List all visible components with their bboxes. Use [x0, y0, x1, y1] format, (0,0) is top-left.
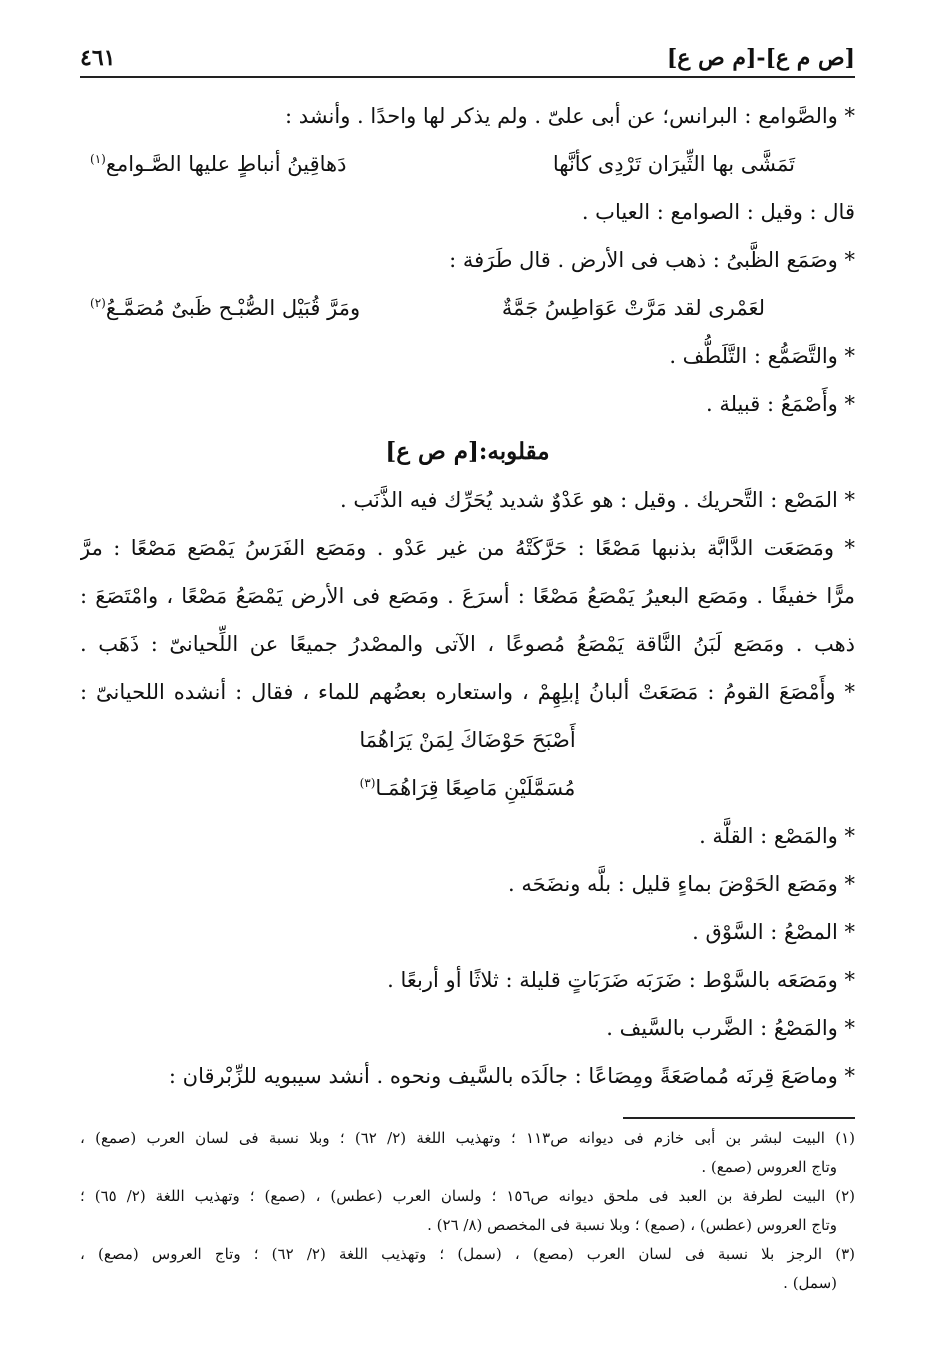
text-line: قال : وقيل : الصوامع : العياب . [581, 200, 855, 224]
page-header [80, 40, 855, 78]
verse-hemistich: ومَرَّ قُبَيْل الصُّبْـح ظَبىٌ مُصَمَّـعُ$^{(٢)}$ [90, 296, 361, 320]
footnotes [80, 1124, 855, 1298]
text-line: ذهب . ومَصَع لَبَنُ النَّاقة يَمْصَعُ مُصوعًا ، الآتى والمصْدرُ جميعًا عن اللِّحيانىّ : ذَهَب . [80, 632, 855, 656]
section-heading: مقلوبه:[م ص ع] [385, 438, 550, 465]
footnote-divider [623, 1117, 855, 1119]
text-line: * وصَمَع الظَّبىُ : ذهب فى الأرض . قال طَرَفة : [449, 248, 855, 272]
verse-hemistich: دَهاقِينُ أنباطٍ عليها الصَّـوامع$^{(١)}$ [90, 152, 347, 176]
footnote-line: (١) البيت لبشر بن أبى خازم فى ديوانه ص١١٣ ؛ وتهذيب اللغة (٢/ ٦٢) ؛ وبلا نسبة فى لسان العرب (صمع) ، [80, 1129, 855, 1147]
main-text [80, 92, 855, 1100]
text-line: * وأَمْصَعَ القومُ : مَصَعَتْ ألبانُ إبلِهِمْ ، واستعاره بعضُهم للماء ، فقال : أنشده اللحيانىّ : [80, 680, 855, 704]
rajaz-line: أَصْبَحَ حَوْضَاكَ لِمَنْ يَرَاهُمَا [359, 728, 576, 752]
text-line: * ومَصَعَه بالسَّوْط : ضَرَبَه ضَرَبَاتٍ قليلة : ثلاثًا أو أربعًا . [387, 968, 855, 992]
text-line: * ومَصَع الحَوْضَ بماءٍ قليل : بلَّه ونضَحَه . [507, 872, 855, 896]
text-line: * المَصْع : التَّحريك . وقيل : هو عَدْوٌ شديد يُحَرِّك فيه الذَّنَب . [340, 488, 855, 512]
verse-line [80, 284, 855, 332]
text-line: * وماصَعَ قِرنَه مُماصَعَةً ومِصَاعًا : جالَدَه بالسَّيف ونحوه . أنشد سيبويه للزِّبْرقان : [168, 1064, 855, 1088]
text-line: * والتَّصَمُّع : التَّلَطُّف . [669, 344, 855, 368]
text-line: * المصْعُ : السَّوْق . [692, 920, 855, 944]
verse-hemistich: لعَمْرى لقد مَرَّتْ عَوَاطِسُ جَمَّةٌ [501, 296, 765, 320]
text-line: * ومَصَعَت الدَّابَّة بذنبها مَصْعًا : حَرَّكَتْهُ من غير عَدْو . ومَصَع الفَرَسُ يَمْصَع مَصْعًا : مرَّ [80, 536, 855, 560]
text-line: * والمَصْعُ : الضَّرب بالسَّيف . [606, 1016, 855, 1040]
footnote-ref: (٢) [90, 296, 106, 310]
footnote-line: (٢) البيت لطرفة بن العبد فى ملحق ديوانه ص١٥٦ ؛ ولسان العرب (عطس) ، (صمع) ؛ وتهذيب اللغة (٢/ ٦٥) ؛ [80, 1187, 855, 1205]
text-line: * والمَصْع : القلَّة . [699, 824, 855, 848]
page-number: ٤٦١ [80, 45, 116, 71]
text-line: * والصَّوامع : البرانس؛ عن أبى علىّ . ولم يذكر لها واحدًا . وأنشد : [285, 104, 855, 128]
verse-hemistich: تَمَشَّى بها الثِّيرَان تَرْدِى كأنَّها [552, 152, 795, 176]
rajaz-line: مُسَمَّلَيْنِ مَاصِعًا قِرَاهُمَـا$^{(٣)}$ [359, 776, 576, 800]
text-line: مرًّا خفيفًا . ومَصَع البعيرُ يَمْصَعُ مَصْعًا : أسرَعَ . ومَصَع فى الأرض يَمْصَعُ مَصْعًا ، وامْتَصَعَ : [80, 584, 855, 608]
footnote-line: وتاج العروس (صمع) . [701, 1158, 837, 1176]
footnote-ref: (١) [90, 152, 106, 166]
footnote-line: وتاج العروس (عطس) ، (صمع) ؛ وبلا نسبة فى المخصص (٨/ ٢٦) . [427, 1216, 837, 1234]
text-line: * وأَصْمَعُ : قبيلة . [706, 392, 855, 416]
running-head: [ص م ع]-[م ص ع] [666, 45, 855, 71]
verse-line [80, 140, 855, 188]
footnote-line: (٣) الرجز بلا نسبة فى لسان العرب (مصع) ، (سمل) ؛ وتهذيب اللغة (٢/ ٦٢) ؛ وتاج العروس (مصع) ، [80, 1245, 855, 1263]
footnote-line: (سمل) . [783, 1274, 837, 1292]
footnote-ref: (٣) [359, 776, 376, 790]
